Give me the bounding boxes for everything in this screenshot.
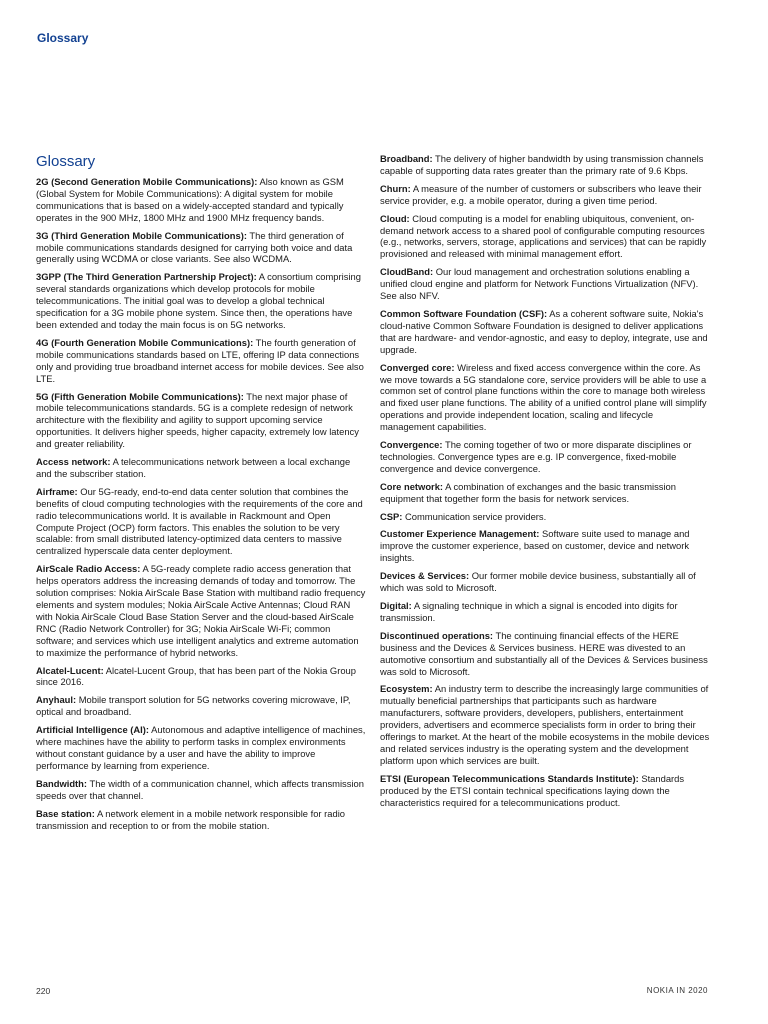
section-title: Glossary	[36, 153, 96, 170]
glossary-term: Digital:	[380, 600, 412, 611]
glossary-definition: Mobile transport solution for 5G networks covering microwave, IP, optical and broadband.	[36, 694, 351, 718]
glossary-term: Anyhaul:	[36, 694, 77, 706]
glossary-definition: The continuing financial effects of the HERE business and the Devices & Services business. HERE was divested to an automotive consortium and substantially all of the Devices & Services business was sold to Microsoft.	[380, 629, 708, 677]
glossary-entry	[380, 630, 710, 678]
glossary-definition: Our 5G-ready, end-to-end data center solution that combines the benefits of cloud computing technologies with the requirements of the core and radio telecommunications world. It is available in Rackmount and Open Compute Project (OCP) form factors. This enables the solution to be very scalable: from small distributed latency-optimized data centers to massive centralized hyperscale data center deployment.	[36, 485, 363, 557]
glossary-entry	[36, 456, 366, 480]
glossary-term: 2G (Second Generation Mobile Communications):	[36, 176, 258, 187]
glossary-entry	[380, 266, 710, 302]
glossary-entry	[36, 694, 366, 718]
footer-brand: NOKIA IN 2020	[646, 986, 708, 995]
glossary-definition: Autonomous and adaptive intelligence of machines, where machines have the ability to perform tasks in complex environments without constant guidance by a user and have the ability to improve performance by learning from experience.	[36, 724, 366, 771]
glossary-entry	[380, 362, 710, 433]
glossary-entry	[380, 570, 710, 594]
glossary-definition: The next major phase of mobile telecommunications standards. 5G is a complete redesign of network architecture with the flexibility and agility to support upcoming service opportunities. It delivers higher speeds, higher capacity, extremely low latency and greater reliability.	[36, 390, 359, 450]
glossary-term: Artificial Intelligence (AI):	[36, 724, 150, 736]
glossary-term: Cloud:	[380, 212, 410, 224]
glossary-term: Airframe:	[36, 485, 78, 497]
glossary-entry	[380, 511, 710, 523]
glossary-entry	[36, 724, 366, 772]
glossary-definition: An industry term to describe the increasingly large communities of mutually beneficial partnerships that participants such as hardware manufacturers, software providers, developers, publishers, entertainment providers, advertisers and ecommerce specialists form in order to bring their offerings to market. At the heart of the mobile ecosystems in the mobile devices and related services industry is the operating system and the development platform upon which services are built.	[380, 683, 710, 766]
glossary-term: Alcatel-Lucent:	[36, 664, 104, 676]
glossary-definition: A network element in a mobile network responsible for radio transmission and reception to or from the mobile station.	[36, 807, 346, 831]
glossary-entry	[380, 528, 710, 564]
glossary-entry	[380, 308, 710, 356]
glossary-term: 4G (Fourth Generation Mobile Communications):	[36, 336, 254, 348]
glossary-term: Ecosystem:	[380, 683, 433, 695]
glossary-term: 5G (Fifth Generation Mobile Communications):	[36, 390, 244, 402]
glossary-entry	[36, 665, 366, 689]
glossary-entry	[380, 773, 710, 809]
glossary-entry	[36, 176, 366, 224]
glossary-definition: Software suite used to manage and improve the customer experience, based on customer, device and network insights.	[380, 528, 690, 564]
glossary-entry	[36, 778, 366, 802]
glossary-definition: The coming together of two or more disparate disciplines or technologies. Convergence types are e.g. IP convergence, fixed-mobile convergence and device convergence.	[380, 439, 692, 474]
glossary-definition: A consortium comprising several standards organizations which develop protocols for mobile telecommunications. The initial goal was to develop a global technical specification for a 3G mobile phone system. Since then, the operations have been extended and today the main focus is on 5G networks.	[36, 271, 361, 330]
glossary-term: Customer Experience Management:	[380, 528, 540, 540]
glossary-definition: As a coherent software suite, Nokia's cloud-native Common Software Foundation is designed to deliver applications that are hardware- and vendor-agnostic, and easy to deploy, integrate, use and upgrade.	[380, 307, 708, 355]
glossary-definition: The third generation of mobile communications standards designed for carrying both voice and data generally using WCDMA or close variants. See also WCDMA.	[36, 229, 353, 265]
glossary-entry	[36, 391, 366, 451]
glossary-definition: A signaling technique in which a signal is encoded into digits for transmission.	[380, 600, 678, 623]
glossary-entry	[380, 183, 710, 207]
glossary-entry	[380, 683, 710, 766]
glossary-definition: The width of a communication channel, which affects transmission speeds over that channel.	[36, 777, 364, 801]
glossary-term: Convergence:	[380, 439, 443, 451]
glossary-entry	[380, 213, 710, 261]
glossary-entry	[36, 230, 366, 266]
glossary-term: Bandwidth:	[36, 777, 88, 789]
glossary-entry	[36, 563, 366, 658]
glossary-entry	[36, 337, 366, 385]
glossary-right-column	[380, 153, 710, 815]
glossary-definition: Our former mobile device business, substantially all of which was sold to Microsoft.	[380, 570, 696, 594]
glossary-definition: The fourth generation of mobile communications standards based on LTE, offering IP data connections only and providing true broadband internet access for mobile devices. See also LTE.	[36, 336, 364, 384]
glossary-term: Core network:	[380, 480, 444, 492]
glossary-definition: A combination of exchanges and the basic transmission equipment that together form the basis for network services.	[380, 480, 676, 504]
glossary-definition: The delivery of higher bandwidth by using transmission channels capable of supporting data rates greater than the primary rate of 9.6 Kbps.	[380, 153, 704, 176]
glossary-term: Base station:	[36, 807, 95, 819]
glossary-term: Churn:	[380, 182, 411, 194]
glossary-entry	[36, 808, 366, 832]
glossary-term: Common Software Foundation (CSF):	[380, 307, 548, 319]
page-number: 220	[36, 986, 51, 996]
glossary-definition: Also known as GSM (Global System for Mobile Communications): A digital system for mobile communications that is based on a widely-accepted standard and typically operates in the 900 MHz, 1800 MHz and 1900 MHz frequency bands.	[36, 176, 344, 223]
glossary-term: CloudBand:	[380, 266, 434, 278]
glossary-definition: A 5G-ready complete radio access generation that helps operators address the increasing demands of today and tomorrow. The solution comprises: Nokia AirScale Base Station with multiband radio frequency elements and system modules; Nokia AirScale Active Antennas; Cloud RAN with Nokia AirScale Cloud Base Station Server and the cloud-based AirScale RNC (Radio Network Controller) for 3G; Nokia AirScale Wi-Fi; common software; and services which use intelligent analytics and extreme automation to maximize the performance of hybrid networks.	[36, 563, 366, 658]
glossary-entry	[36, 271, 366, 331]
glossary-term: Discontinued operations:	[380, 629, 494, 641]
glossary-entry	[380, 153, 710, 177]
glossary-definition: Communication service providers.	[402, 510, 547, 522]
glossary-term: Converged core:	[380, 361, 455, 373]
glossary-definition: Standards produced by the ETSI contain technical specifications laying down the characteristics required for a telecommunications product.	[380, 772, 685, 808]
glossary-entry	[380, 600, 710, 624]
glossary-definition: Alcatel-Lucent Group, that has been part of the Nokia Group since 2016.	[36, 664, 356, 688]
glossary-definition: Wireless and fixed access convergence within the core. As we move towards a 5G standalone core, service providers will be able to use a common set of control plane functions within the core to manage both wireless and fixed user plane functions. The ability of a unified control plane will simplify operations and provide independent location, scaling and lifecycle management capabilities.	[380, 361, 707, 433]
glossary-term: Broadband:	[380, 153, 433, 164]
glossary-term: 3G (Third Generation Mobile Communications):	[36, 229, 247, 241]
glossary-term: AirScale Radio Access:	[36, 563, 141, 575]
glossary-term: 3GPP (The Third Generation Partnership Project):	[36, 271, 257, 283]
header-title: Glossary	[37, 31, 89, 45]
glossary-definition: Our loud management and orchestration solutions enabling a unified cloud engine and platform for Network Functions Virtualization (NFV). See also NFV.	[380, 266, 699, 302]
glossary-entry	[36, 486, 366, 557]
glossary-term: CSP:	[380, 510, 403, 522]
glossary-term: Access network:	[36, 456, 111, 468]
glossary-term: Devices & Services:	[380, 570, 470, 582]
glossary-term: ETSI (European Telecommunications Standards Institute):	[380, 772, 639, 784]
glossary-left-column	[36, 176, 366, 837]
glossary-entry	[380, 481, 710, 505]
glossary-definition: A measure of the number of customers or subscribers who leave their service provider, e.g. a mobile operator, during a given time period.	[380, 182, 702, 206]
glossary-entry	[380, 439, 710, 475]
glossary-definition: Cloud computing is a model for enabling ubiquitous, convenient, on-demand network access to a shared pool of configurable computing resources (e.g., networks, servers, storage, applications and services) that can be rapidly provisioned and released with minimal management effort.	[380, 212, 707, 260]
glossary-definition: A telecommunications network between a local exchange and the subscriber station.	[36, 456, 351, 479]
